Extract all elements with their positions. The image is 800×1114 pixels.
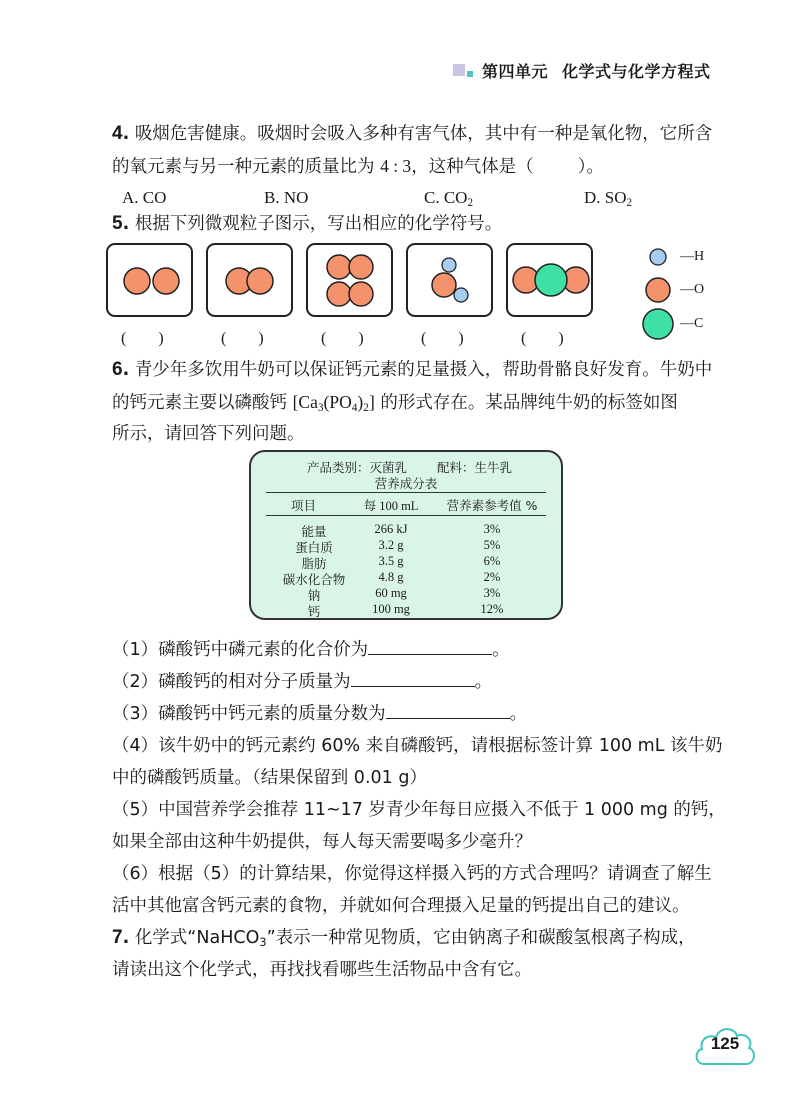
label-row-item: 能量 <box>301 524 327 539</box>
q4-number: 4 <box>112 123 123 144</box>
nutrition-label <box>249 450 563 620</box>
q7-number: 7 <box>112 927 123 948</box>
label-row-amount: 3.5 g <box>378 554 404 568</box>
q5-blank-5[interactable]: ( ) <box>521 330 564 347</box>
oxygen-atom <box>124 268 150 294</box>
q4-text-1: 吸烟危害健康。吸烟时会吸入多种有害气体，其中有一种是氧化物，它所含 <box>134 124 713 144</box>
q6-sub6-line2: 活中其他富含钙元素的食物，并就如何合理摄入足量的钙提出自己的建议。 <box>112 896 690 916</box>
label-row-nrv: 3% <box>483 522 501 536</box>
q6-sub2: （2）磷酸钙的相对分子质量为 。 <box>112 666 492 698</box>
page-header <box>482 59 711 82</box>
q4-option-a[interactable]: A. CO <box>122 188 167 207</box>
q6-sub1-blank[interactable] <box>368 634 492 655</box>
hydrogen-legend-icon <box>650 249 666 265</box>
q6-sub6-line1: （6）根据（5）的计算结果，你觉得这样摄入钙的方式合理吗？请调查了解生 <box>112 864 712 884</box>
q5-text: 根据下列微观粒子图示，写出相应的化学符号。 <box>134 214 503 234</box>
oxygen-atom <box>247 268 273 294</box>
label-header-item: 项目 <box>291 498 317 513</box>
oxygen-atom <box>349 282 373 306</box>
label-row-nrv: 5% <box>483 538 501 552</box>
oxygen-atom <box>432 273 456 297</box>
header-decor-square <box>453 64 465 76</box>
oxygen-atom <box>153 268 179 294</box>
label-header-amount: 每 100 mL <box>363 499 419 513</box>
page-number: 125 <box>710 1034 740 1053</box>
legend-label-c: —C <box>680 316 704 331</box>
q6-sub5-line1: （5）中国营养学会推荐 11~17 岁青少年每日应摄入不低于 1 000 mg 的钙， <box>112 800 726 820</box>
q6-line3: 所示，请回答下列问题。 <box>112 424 305 444</box>
label-row-item: 蛋白质 <box>295 540 333 555</box>
label-category: 产品类别：灭菌乳 <box>307 460 408 475</box>
q6-sub5-line2: 如果全部由这种牛奶提供，每人每天需要喝多少毫升？ <box>112 832 532 852</box>
particle-box-1 <box>106 243 193 317</box>
label-row-item: 钙 <box>307 604 321 619</box>
label-row-item: 钠 <box>307 588 321 603</box>
q4-option-d[interactable]: D. $SO_2$ <box>584 188 633 209</box>
label-ingredient: 配料：生牛乳 <box>437 460 513 475</box>
q5-blank-2[interactable]: ( ) <box>221 330 264 347</box>
label-row-nrv: 3% <box>483 586 501 600</box>
q6-sub3-blank[interactable] <box>386 698 510 719</box>
label-title: 营养成分表 <box>374 476 438 491</box>
q5-blank-1[interactable]: ( ) <box>121 330 164 347</box>
q7-line1: 7. 化学式“NaHCO$_3$”表示一种常见物质，它由钠离子和碳酸氢根离子构成， <box>112 927 696 949</box>
label-row-nrv: 12% <box>480 602 504 616</box>
q4-line1: 4. 吸烟危害健康。吸烟时会吸入多种有害气体，其中有一种是氧化物，它所含 <box>112 123 713 144</box>
unit-title: 化学式与化学方程式 <box>562 62 711 81</box>
label-row-item: 脂肪 <box>301 556 327 571</box>
header-decor-square-small <box>467 71 473 77</box>
q6-sub2-blank[interactable] <box>351 666 475 687</box>
label-row-amount: 266 kJ <box>374 522 408 536</box>
label-rule-top <box>266 492 546 493</box>
particle-diagram-3 <box>308 245 391 315</box>
label-header-nrv: 营养素参考值 % <box>446 498 538 513</box>
legend-label-h: —H <box>680 249 705 264</box>
q5-blank-3[interactable]: ( ) <box>321 330 364 347</box>
q6-text-2: 的钙元素主要以磷酸钙 <box>112 393 293 413</box>
q4-line2 <box>112 150 604 183</box>
q6-line1: 6. 青少年多饮用牛奶可以保证钙元素的足量摄入，帮助骨骼良好发育。牛奶中 <box>112 359 713 380</box>
q4-option-c[interactable]: C. $CO_2$ <box>424 188 473 209</box>
particle-box-4 <box>406 243 493 317</box>
label-row-nrv: 2% <box>483 570 501 584</box>
label-row-item: 碳水化合物 <box>282 572 346 587</box>
q6-sub3: （3）磷酸钙中钙元素的质量分数为 。 <box>112 698 527 730</box>
q4-text-4: ）。 <box>577 157 604 177</box>
carbon-legend-icon <box>643 309 673 339</box>
particle-diagram-5 <box>508 245 595 315</box>
q5-blank-4[interactable]: ( ) <box>421 330 464 347</box>
calcium-phosphate-formula: $[Ca_3(PO_4)_2]$ <box>292 392 375 414</box>
label-row-amount: 4.8 g <box>378 570 404 584</box>
q4-text-3: ，这种气体是（ <box>411 157 534 177</box>
q6-number: 6 <box>112 359 123 380</box>
unit-label: 第四单元 <box>482 62 549 81</box>
particle-diagram-1 <box>108 245 191 315</box>
oxygen-atom <box>327 255 351 279</box>
hydrogen-atom <box>442 258 456 272</box>
particle-box-3 <box>306 243 393 317</box>
carbon-atom <box>535 264 567 296</box>
oxygen-atom <box>327 282 351 306</box>
q6-sub4-line1: （4）该牛奶中的钙元素约 60% 来自磷酸钙，请根据标签计算 100 mL 该牛奶 <box>112 736 723 756</box>
q4-text-2: 的氧元素与另一种元素的质量比为 <box>112 157 381 177</box>
legend-label-o: —O <box>680 282 705 297</box>
oxygen-atom <box>349 255 373 279</box>
q5-number: 5 <box>112 213 123 234</box>
particle-diagram-2 <box>208 245 291 315</box>
particle-box-5 <box>506 243 593 317</box>
oxygen-legend-icon <box>646 278 670 302</box>
label-row-amount: 3.2 g <box>378 538 404 552</box>
q7-line2: 请读出这个化学式，再找找看哪些生活物品中含有它。 <box>112 960 532 980</box>
atom-legend <box>638 248 678 340</box>
particle-box-2 <box>206 243 293 317</box>
label-row-nrv: 6% <box>483 554 501 568</box>
q6-text-3: 的形式存在。某品牌纯牛奶的标签如图 <box>374 393 678 413</box>
label-rule-mid <box>266 515 546 516</box>
hydrogen-atom <box>454 288 468 302</box>
q6-text-1: 青少年多饮用牛奶可以保证钙元素的足量摄入，帮助骨骼良好发育。牛奶中 <box>134 360 713 380</box>
q6-sub1: （1）磷酸钙中磷元素的化合价为 。 <box>112 634 510 666</box>
q6-sub4-line2: 中的磷酸钙质量。（结果保留到 0.01 g） <box>112 768 427 788</box>
q5-line: 5. 根据下列微观粒子图示，写出相应的化学符号。 <box>112 213 503 234</box>
label-row-amount: 60 mg <box>375 586 407 600</box>
q4-ratio: 4 : 3 <box>380 156 412 176</box>
label-row-amount: 100 mg <box>372 602 410 616</box>
q4-option-b[interactable]: B. NO <box>264 188 309 207</box>
particle-diagram-4 <box>408 245 491 315</box>
